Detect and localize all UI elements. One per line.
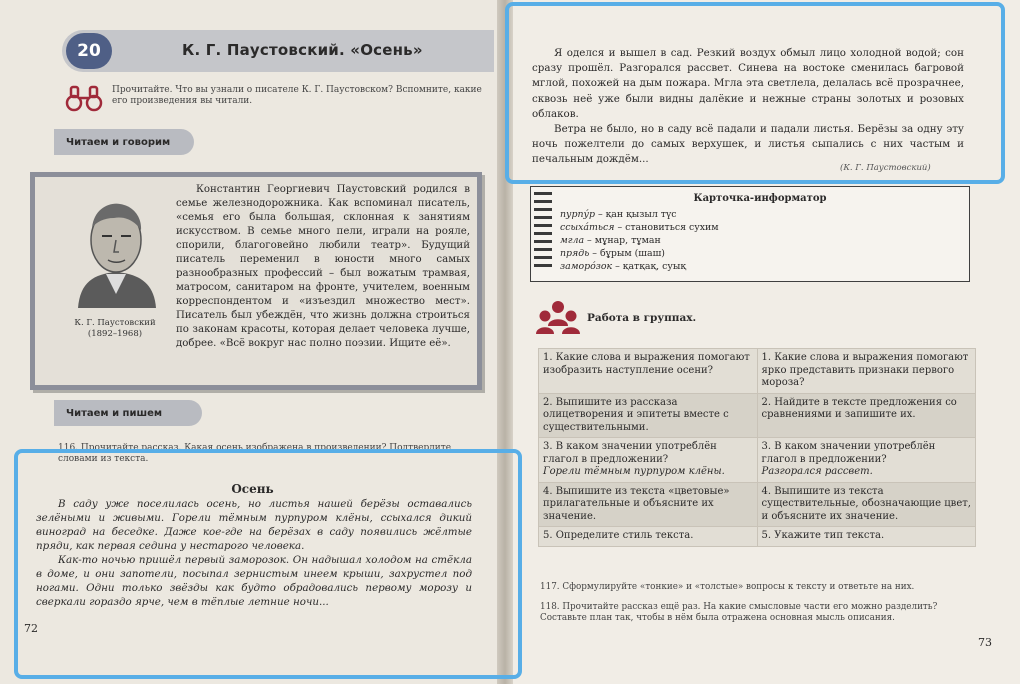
task-cell-group1: 2. Выпишите из рассказа олицетворения и эпитеты вместе с существительными. <box>539 393 758 438</box>
story-paragraph: В саду уже поселилась осень, но листья нашей берёзы оставались зелёными и живыми. Горели тёмным пурпуром клёны, ссыхался дикий виноград на беседке. Даже кое-где на берёзах в саду появились жёлтые пряди, как первая седина у нестарого человека. <box>36 498 472 552</box>
group-tasks-table <box>538 348 976 547</box>
portrait-caption <box>56 318 174 340</box>
story-text <box>36 497 472 609</box>
vocab-entry: ссыха́ться – становиться сухим <box>560 222 719 233</box>
section-tab-read-write: Читаем и пишем <box>54 400 202 426</box>
task-text: 3. В каком значении употреблён глагол в предложении? <box>761 441 936 465</box>
paustovsky-portrait <box>64 190 168 308</box>
task-cell-group2 <box>757 438 976 483</box>
info-card-title: Карточка-информатор <box>693 193 827 204</box>
book-gutter <box>497 0 513 684</box>
biography-paragraph: Константин Георгиевич Паустовский родился в семье железнодорожника. Как вспоминал писатель, «семья его была большая, склонная к занятиям искусством. В семье много пели, играли на рояле, спорили, благоговейно любили театр». Будущий писатель переменил в юности много самых разнообразных профессий – был вожатым трамвая, матросом, санитаром на фронте, учителем, военным корреспондентом и «изъездил множество мест». Писатель был убеждён, что жизнь должна строиться по законам красоты, которая делает человека лучше, добрее. «Всё вокруг нас полно поэзии. Ищите её». <box>176 184 470 349</box>
binoculars-icon <box>65 84 103 112</box>
excerpt-source: (К. Г. Паустовский) <box>840 163 931 173</box>
task-118: 118. Прочитайте рассказ ещё раз. На какие смысловые части его можно разделить? Составьте план так, чтобы в нём была отражена основная мысль описания. <box>540 602 938 623</box>
chapter-title: К. Г. Паустовский. «Осень» <box>182 41 423 59</box>
task-example: Разгорался рассвет. <box>761 466 873 477</box>
intro-task: Прочитайте. Что вы узнали о писателе К. Г. Паустовском? Вспомните, какие его произведения вы читали. <box>112 85 482 106</box>
task-cell-group2: 5. Укажите тип текста. <box>757 527 976 547</box>
task-cell-group2: 2. Найдите в тексте предложения со сравнениями и запишите их. <box>757 393 976 438</box>
story-title: Осень <box>231 482 274 496</box>
vocab-entry: мгла – мұнар, тұман <box>560 235 661 246</box>
task-cell-group2: 1. Какие слова и выражения помогают ярко представить признаки первого мороза? <box>757 349 976 394</box>
task-cell-group1: 1. Какие слова и выражения помогают изобразить наступление осени? <box>539 349 758 394</box>
vocab-entry: прядь – бұрым (шаш) <box>560 248 665 259</box>
excerpt-paragraph: Ветра не было, но в саду всё падали и падали листья. Берёзы за одну эту ночь пожелтели до самых верхушек, и листья сыпались с них частым и печальным дождём... <box>532 123 964 166</box>
task-cell-group1: 4. Выпишите из текста «цветовые» прилагательные и объясните их значение. <box>539 482 758 527</box>
task-example: Горели тёмным пурпуром клёны. <box>543 466 725 477</box>
portrait-caption-name: К. Г. Паустовский <box>74 318 156 328</box>
group-work-title: Работа в группах. <box>587 312 697 324</box>
story-excerpt <box>532 46 964 168</box>
task-116: 116. Прочитайте рассказ. Какая осень изображена в произведении? Подтвердите словами из текста. <box>58 443 452 464</box>
table-row <box>539 438 976 483</box>
notebook-binding-icon <box>534 190 556 276</box>
task-cell-group1 <box>539 438 758 483</box>
portrait-caption-years: (1892–1968) <box>87 329 143 339</box>
task-cell-group2: 4. Выпишите из текста существительные, обозначающие цвет, и объясните их значение. <box>757 482 976 527</box>
excerpt-paragraph: Я оделся и вышел в сад. Резкий воздух обмыл лицо холодной водой; сон сразу прошёл. Разгорался рассвет. Синева на востоке сменилась багровой мглой, похожей на дым пожара. Мгла эта светлела, делалась всё прозрачнее, сквозь неё уже были видны далёкие и нежные страны золотых и розовых облаков. <box>532 47 964 120</box>
vocab-entry: заморо́зок – қатқақ, суық <box>560 261 687 272</box>
chapter-number-badge: 20 <box>66 33 112 69</box>
info-card-list <box>560 208 960 273</box>
task-117: 117. Сформулируйте «тонкие» и «толстые» вопросы к тексту и ответьте на них. <box>540 582 915 592</box>
table-row <box>539 482 976 527</box>
story-paragraph: Как-то ночью пришёл первый заморозок. Он надышал холодом на стёкла в доме, и они запотели, посыпал зернистым инеем крыши, захрустел под ногами. Одни только звёзды как будто обрадовались первому морозу и сверкали гораздо ярче, чем в тёплые летние ночи... <box>36 554 472 608</box>
table-row <box>539 527 976 547</box>
table-row <box>539 393 976 438</box>
group-work-icon <box>536 300 580 338</box>
vocab-entry: пурпу́р – қан қызыл түс <box>560 209 677 220</box>
biography-text <box>176 183 470 351</box>
table-row <box>539 349 976 394</box>
page-number-left: 72 <box>24 622 38 635</box>
section-tab-read-speak: Читаем и говорим <box>54 129 194 155</box>
page-number-right: 73 <box>978 636 992 649</box>
task-text: 3. В каком значении употреблён глагол в предложении? <box>543 441 717 465</box>
task-cell-group1: 5. Определите стиль текста. <box>539 527 758 547</box>
